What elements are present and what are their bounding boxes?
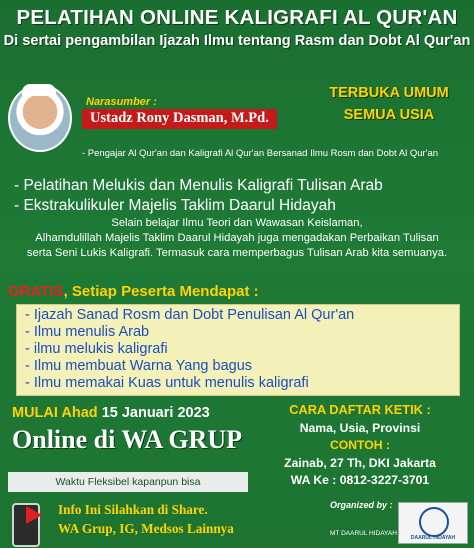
registration-example-label: CONTOH :	[329, 438, 391, 452]
start-date	[12, 405, 210, 421]
benefit-item: - Ijazah Sanad Rosm dan Dobt Penulisan Al Qur'an	[25, 307, 355, 323]
organized-by-label: Organized by :	[330, 500, 393, 510]
free-benefits-heading	[8, 283, 259, 300]
share-line: Info Ini Silahkan di Share.	[58, 502, 208, 517]
program-list	[14, 176, 383, 216]
registration-format: Nama, Usia, Provinsi	[299, 421, 421, 435]
open-badge-line1: TERBUKA UMUM	[329, 85, 449, 101]
benefit-item: - Ilmu memakai Kuas untuk menulis kaligrafi	[25, 375, 309, 391]
paragraph-line: serta Seni Lukis Kaligrafi. Termasuk cara memperbagus Tulisan Arab kita semuanya.	[26, 247, 448, 259]
speaker-name: Ustadz Rony Dasman, M.Pd.	[82, 109, 277, 129]
logo-ring-icon	[419, 507, 449, 537]
benefits-list	[16, 304, 460, 396]
share-line: WA Grup, IG, Medsos Lainnya	[58, 521, 234, 536]
registration-example: Zainab, 27 Th, DKI Jakarta	[284, 456, 436, 470]
program-item: - Pelatihan Melukis dan Menulis Kaligrafi Tulisan Arab	[14, 177, 383, 194]
poster-title: PELATIHAN ONLINE KALIGRAFI AL QUR'AN	[16, 6, 458, 29]
free-label: GRATIS	[8, 283, 64, 300]
benefit-item: - ilmu melukis kaligrafi	[25, 341, 168, 357]
free-heading-rest: , Setiap Peserta Mendapat :	[63, 283, 259, 300]
poster-subtitle: Di sertai pengambilan Ijazah Ilmu tentang Rasm dan Dobt Al Qur'an	[3, 33, 471, 49]
benefit-item: - Ilmu menulis Arab	[25, 324, 150, 340]
share-arrow-icon	[26, 506, 42, 524]
description-paragraph	[6, 216, 468, 261]
organizer-name: MT DAARUL HIDAYAH	[330, 530, 397, 537]
flexible-time-banner: Waktu Fleksibel kapanpun bisa	[8, 472, 248, 492]
open-badge-line2: SEMUA USIA	[343, 107, 435, 123]
program-item: - Ekstrakulikuler Majelis Taklim Daarul Hidayah	[14, 197, 336, 214]
logo-text: DAARUL HIDAYAH	[410, 535, 456, 541]
speaker-description: - Pengajar Al Qur'an dan Kaligrafi Al Qur'an Bersanad Ilmu Rosm dan Dobt Al Qur'an	[82, 148, 439, 159]
registration-title: CARA DAFTAR KETIK :	[289, 402, 431, 417]
start-date-value: 15 Januari 2023	[101, 405, 210, 421]
speaker-cap-icon	[22, 84, 56, 96]
start-label: MULAI Ahad	[12, 405, 98, 421]
paragraph-line: Alhamdulillah Majelis Taklim Daarul Hidayah juga mengadakan Perbaikan Tulisan	[35, 232, 439, 244]
speaker-label: Narasumber :	[86, 96, 157, 108]
paragraph-line: Selain belajar Ilmu Teori dan Wawasan Keislaman,	[111, 217, 363, 229]
organizer-logo	[398, 502, 468, 544]
open-to-all-badge	[320, 82, 458, 140]
registration-whatsapp[interactable]: WA Ke : 0812-3227-3701	[290, 473, 430, 487]
share-info	[58, 500, 234, 538]
benefit-item: - Ilmu membuat Warna Yang bagus	[25, 358, 253, 374]
online-wa-group: Online di WA GRUP	[12, 425, 242, 454]
